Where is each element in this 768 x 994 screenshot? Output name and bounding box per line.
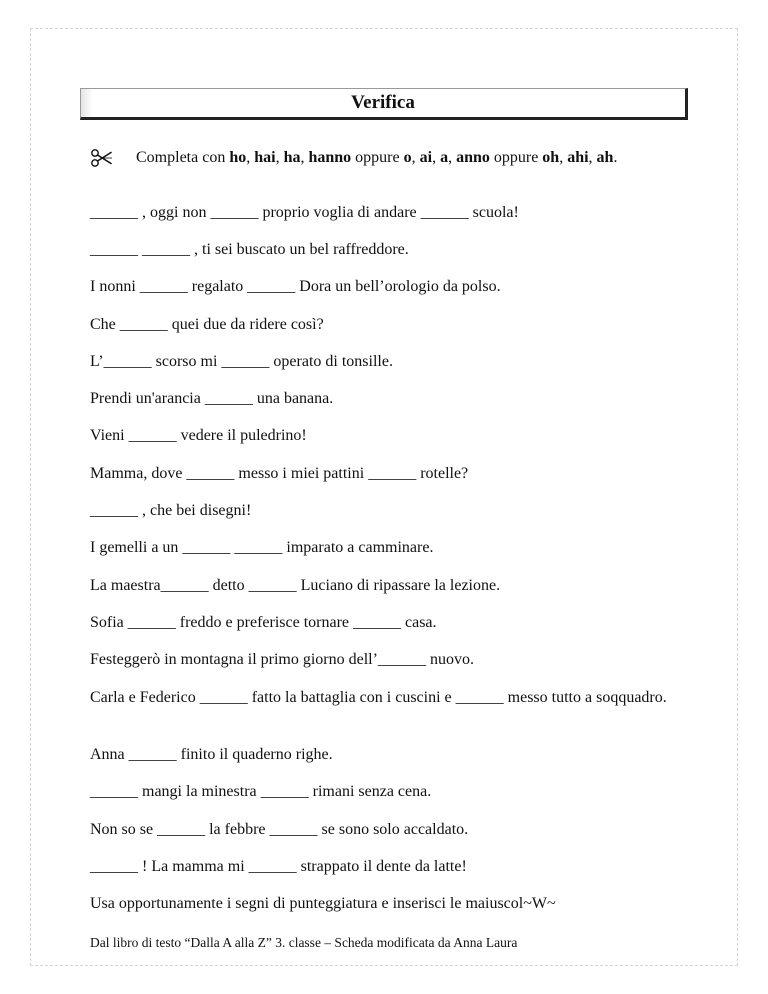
exercise-line: Prendi un'arancia ______ una banana. xyxy=(90,390,334,407)
exercise-line: Anna ______ finito il quaderno righe. xyxy=(90,746,333,763)
title-box xyxy=(80,88,688,120)
page-title: Verifica xyxy=(351,92,415,113)
exercise-line: ______ ______ , ti sei buscato un bel raffreddore. xyxy=(90,241,409,258)
instruction-option: oh xyxy=(542,149,560,166)
exercise-line: Carla e Federico ______ fatto la battaglia con i cuscini e ______ messo tutto a soqquadro. xyxy=(90,689,667,706)
exercise-line: I gemelli a un ______ ______ imparato a camminare. xyxy=(90,539,434,556)
instruction-option: hai xyxy=(254,149,276,166)
instruction-separator: , xyxy=(588,149,597,166)
exercise-line: ______ mangi la minestra ______ rimani senza cena. xyxy=(90,783,432,800)
exercise-line: Vieni ______ vedere il puledrino! xyxy=(90,427,307,444)
exercise-line: ______ , che bei disegni! xyxy=(90,502,252,519)
instruction-option: o xyxy=(403,149,412,166)
instruction-separator: , xyxy=(300,149,309,166)
instruction-option: ho xyxy=(229,149,247,166)
instruction xyxy=(90,148,617,168)
instruction-prefix: Completa con xyxy=(136,149,230,166)
instruction-separator: , xyxy=(275,149,284,166)
exercise-line: Che ______ quei due da ridere così? xyxy=(90,316,324,333)
instruction-separator: . xyxy=(613,149,618,166)
instruction-separator: , xyxy=(432,149,441,166)
instruction-text xyxy=(136,149,617,167)
instruction-option: ah xyxy=(596,149,614,166)
instruction-separator: , xyxy=(448,149,457,166)
instruction-separator: , xyxy=(246,149,255,166)
instruction-separator: , xyxy=(559,149,568,166)
instruction-option: a xyxy=(440,149,449,166)
instruction-separator: oppure xyxy=(351,149,404,166)
exercise-line: ______ ! La mamma mi ______ strappato il dente da latte! xyxy=(90,858,467,875)
exercise-line: La maestra______ detto ______ Luciano di ripassare la lezione. xyxy=(90,577,501,594)
exercise-line: Usa opportunamente i segni di punteggiatura e inserisci le maiuscol~W~ xyxy=(90,895,556,912)
exercise-line: L’______ scorso mi ______ operato di tonsille. xyxy=(90,353,393,370)
instruction-option: anno xyxy=(456,149,490,166)
exercise-line: Festeggerò in montagna il primo giorno dell’______ nuovo. xyxy=(90,651,474,668)
instruction-option: ha xyxy=(283,149,301,166)
instruction-separator: , xyxy=(411,149,420,166)
exercise-line: I nonni ______ regalato ______ Dora un bell’orologio da polso. xyxy=(90,278,501,295)
exercise-line: ______ , oggi non ______ proprio voglia di andare ______ scuola! xyxy=(90,204,519,221)
instruction-option: ai xyxy=(419,149,433,166)
footer-credit: Dal libro di testo “Dalla A alla Z” 3. classe – Scheda modificata da Anna Laura xyxy=(90,935,518,950)
instruction-option: hanno xyxy=(308,149,352,166)
instruction-separator: oppure xyxy=(489,149,543,166)
exercise-line: Mamma, dove ______ messo i miei pattini ______ rotelle? xyxy=(90,465,469,482)
scissors-icon xyxy=(90,148,114,168)
exercise-line: Sofia ______ freddo e preferisce tornare ______ casa. xyxy=(90,614,437,631)
exercise-line: Non so se ______ la febbre ______ se sono solo accaldato. xyxy=(90,821,469,838)
instruction-option: ahi xyxy=(567,149,589,166)
